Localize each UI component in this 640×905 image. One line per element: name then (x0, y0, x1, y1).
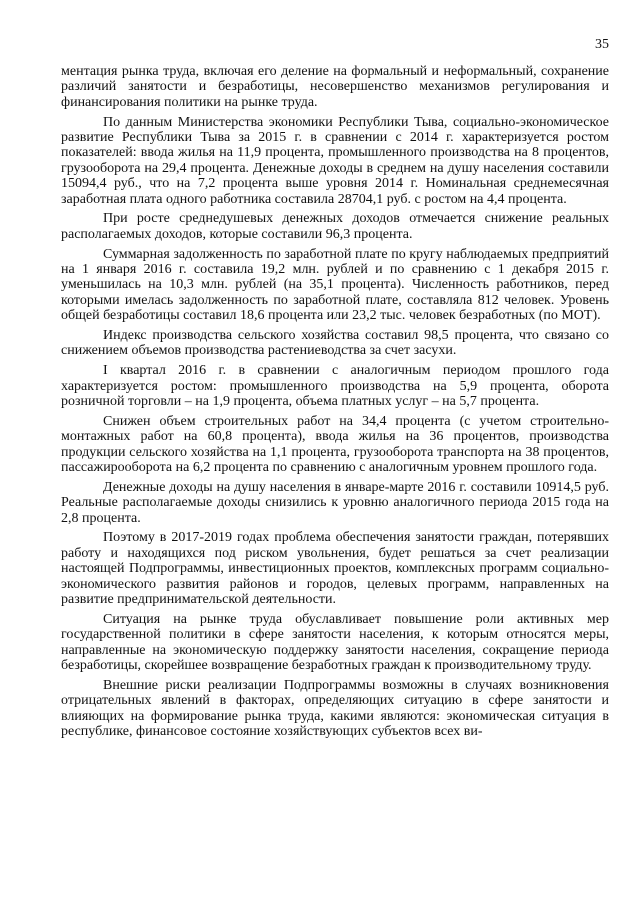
paragraph-8: Денежные доходы на душу населения в январе-марте 2016 г. составили 10914,5 руб. Реальные располагаемые доходы снизились к уровню аналогичного периода 2015 года на 2,8 процента. (61, 479, 609, 526)
paragraph-4: Суммарная задолженность по заработной плате по кругу наблюдаемых предприятий на 1 января 2016 г. составила 19,2 млн. рублей и по сравнению с 1 декабря 2015 г. уменьшилась на 10,3 млн. рублей (на 35,1 процента). Численность работников, перед которыми имелась задолженность по заработной плате, составляла 812 человек. Уровень общей безработицы составил 18,6 процента или 23,2 тыс. человек безработных (по МОТ). (61, 246, 609, 324)
paragraph-11: Внешние риски реализации Подпрограммы возможны в случаях возникновения отрицательных явлений в факторах, определяющих ситуацию в сфере занятости и влияющих на формирование рынка труда, какими являются: экономическая ситуация в республике, финансовое состояние хозяйствующих субъектов всех ви- (61, 677, 609, 739)
paragraph-9: Поэтому в 2017-2019 годах проблема обеспечения занятости граждан, потерявших работу и находящихся под риском увольнения, будет решаться за счет реализации настоящей Подпрограммы, инвестиционных проектов, комплексных программ социально-экономического развития районов и городов, целевых программ, направленных на развитие предпринимательской деятельности. (61, 530, 609, 607)
paragraph-7: Снижен объем строительных работ на 34,4 процента (с учетом строительно-монтажных работ на 60,8 процента), ввода жилья на 36 процентов, производства продукции сельского хозяйства на 1,1 процента, грузооборота транспорта на 38 процентов, пассажирооборота на 6,2 процента по сравнению с аналогичным уровнем прошлого года. (61, 413, 609, 475)
paragraph-10: Ситуация на рынке труда обуславливает повышение роли активных мер государственной политики в сфере занятости населения, к которым относятся меры, направленные на экономическую поддержку занятости населения, сокращение периода безработицы, скорейшее возвращение безработных граждан к производительному труду. (61, 611, 609, 673)
page-number: 35 (595, 37, 609, 52)
paragraph-3: При росте среднедушевых денежных доходов отмечается снижение реальных располагаемых доходов, которые составили 96,3 процента. (61, 211, 609, 242)
paragraph-6: I квартал 2016 г. в сравнении с аналогичным периодом прошлого года характеризуется ростом: промышленного производства на 5,9 процента, оборота розничной торговли – на 1,9 процента, объема платных услуг – на 5,7 процента. (61, 363, 609, 409)
paragraph-5: Индекс производства сельского хозяйства составил 98,5 процента, что связано со снижением объемов производства растениеводства за счет засухи. (61, 328, 609, 359)
paragraph-1: ментация рынка труда, включая его деление на формальный и неформальный, сохранение различий занятости и безработицы, несовершенство механизмов регулирования и финансирования политики на рынке труда. (61, 64, 609, 110)
body-text (61, 64, 609, 744)
paragraph-2: По данным Министерства экономики Республики Тыва, социально-экономическое развитие Республики Тыва за 2015 г. в сравнении с 2014 г. характеризуется ростом показателей: ввода жилья на 11,9 процента, промышленного производства на 8 процентов, грузооборота на 29,4 процента. Денежные доходы в среднем на душу населения составили 15094,4 руб., что на 7,2 процента выше уровня 2014 г. Номинальная среднемесячная заработная плата одного работника составила 28704,1 руб. с ростом на 4,4 процента. (61, 114, 609, 207)
